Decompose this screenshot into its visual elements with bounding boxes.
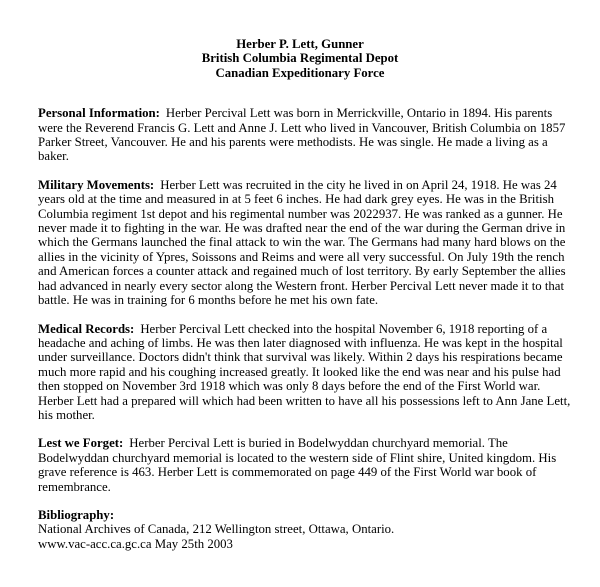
title-line-unit: British Columbia Regimental Depot (201, 51, 399, 66)
bibliography-url: www.vac-acc.ca.gc.ca May 25th 2003 (38, 536, 233, 551)
document-title (38, 37, 562, 80)
section-personal-information (38, 106, 576, 164)
section-military-movements (38, 178, 576, 308)
section-lest-we-forget-label: Lest we Forget: (38, 436, 124, 451)
section-medical-records-text: Herber Percival Lett checked into the hospital November 6, 1918 reporting of a headache and aching of limbs. He was then later diagnosed with influenza. He was kept in the hospital under surveillance. Doctors didn't think that survival was likely. Within 2 days his respirations became much more rapid and his coughing increased greatly. It looked like the end was near and his pulse had then stopped on November 3rd 1918 which was only 8 days before the end of the First World war. Herber Lett had a prepared will which had been written to have all his possessions left to Ann Jane Lett, his mother. (38, 321, 571, 422)
section-lest-we-forget (38, 436, 576, 494)
bibliography-source: National Archives of Canada, 212 Wellington street, Ottawa, Ontario. (38, 522, 395, 537)
section-medical-records (38, 322, 576, 423)
section-lest-we-forget-text: Herber Percival Lett is buried in Bodelwyddan churchyard memorial. The Bodelwyddan churchyard memorial is located to the western side of Flint shire, United kingdom. His grave reference is 463. Herber Lett is commemorated on page 449 of the First World war book of remembrance. (38, 436, 557, 494)
section-personal-information-text: Herber Percival Lett was born in Merrickville, Ontario in 1894. His parents were the Reverend Francis G. Lett and Anne J. Lett who lived in Vancouver, British Columbia on 1857 Parker Street, Vancouver. He and his parents were methodists. He was single. He made a living as a baker. (38, 106, 566, 164)
section-personal-information-label: Personal Information: (38, 106, 160, 121)
section-medical-records-label: Medical Records: (38, 321, 135, 336)
title-line-force: Canadian Expeditionary Force (215, 65, 385, 80)
section-bibliography (38, 508, 576, 551)
bibliography-label: Bibliography: (38, 507, 115, 522)
section-military-movements-text: Herber Lett was recruited in the city he lived in on April 24, 1918. He was 24 years old at the time and measured in at 5 feet 6 inches. He had dark grey eyes. He was in the British Columbia regiment 1st depot and his regimental number was 2022937. He was ranked as a gunner. He never made it to fighting in the war. He was drafted near the end of the war during the German drive in which the Germans launched the final attack to win the war. The Germans had many hard blows on the allies in the vicinity of Ypres, Soissons and Reims and were all very successful. On July 19th the rench and American forces a counter attack and regained much of lost territory. By early September the allies had advanced in nearly every sector along the Western front. Herber Percival Lett never made it to that battle. He was in training for 6 months before he met his own fate. (38, 177, 566, 308)
section-military-movements-label: Military Movements: (38, 177, 155, 192)
title-line-name: Herber P. Lett, Gunner (236, 37, 364, 51)
